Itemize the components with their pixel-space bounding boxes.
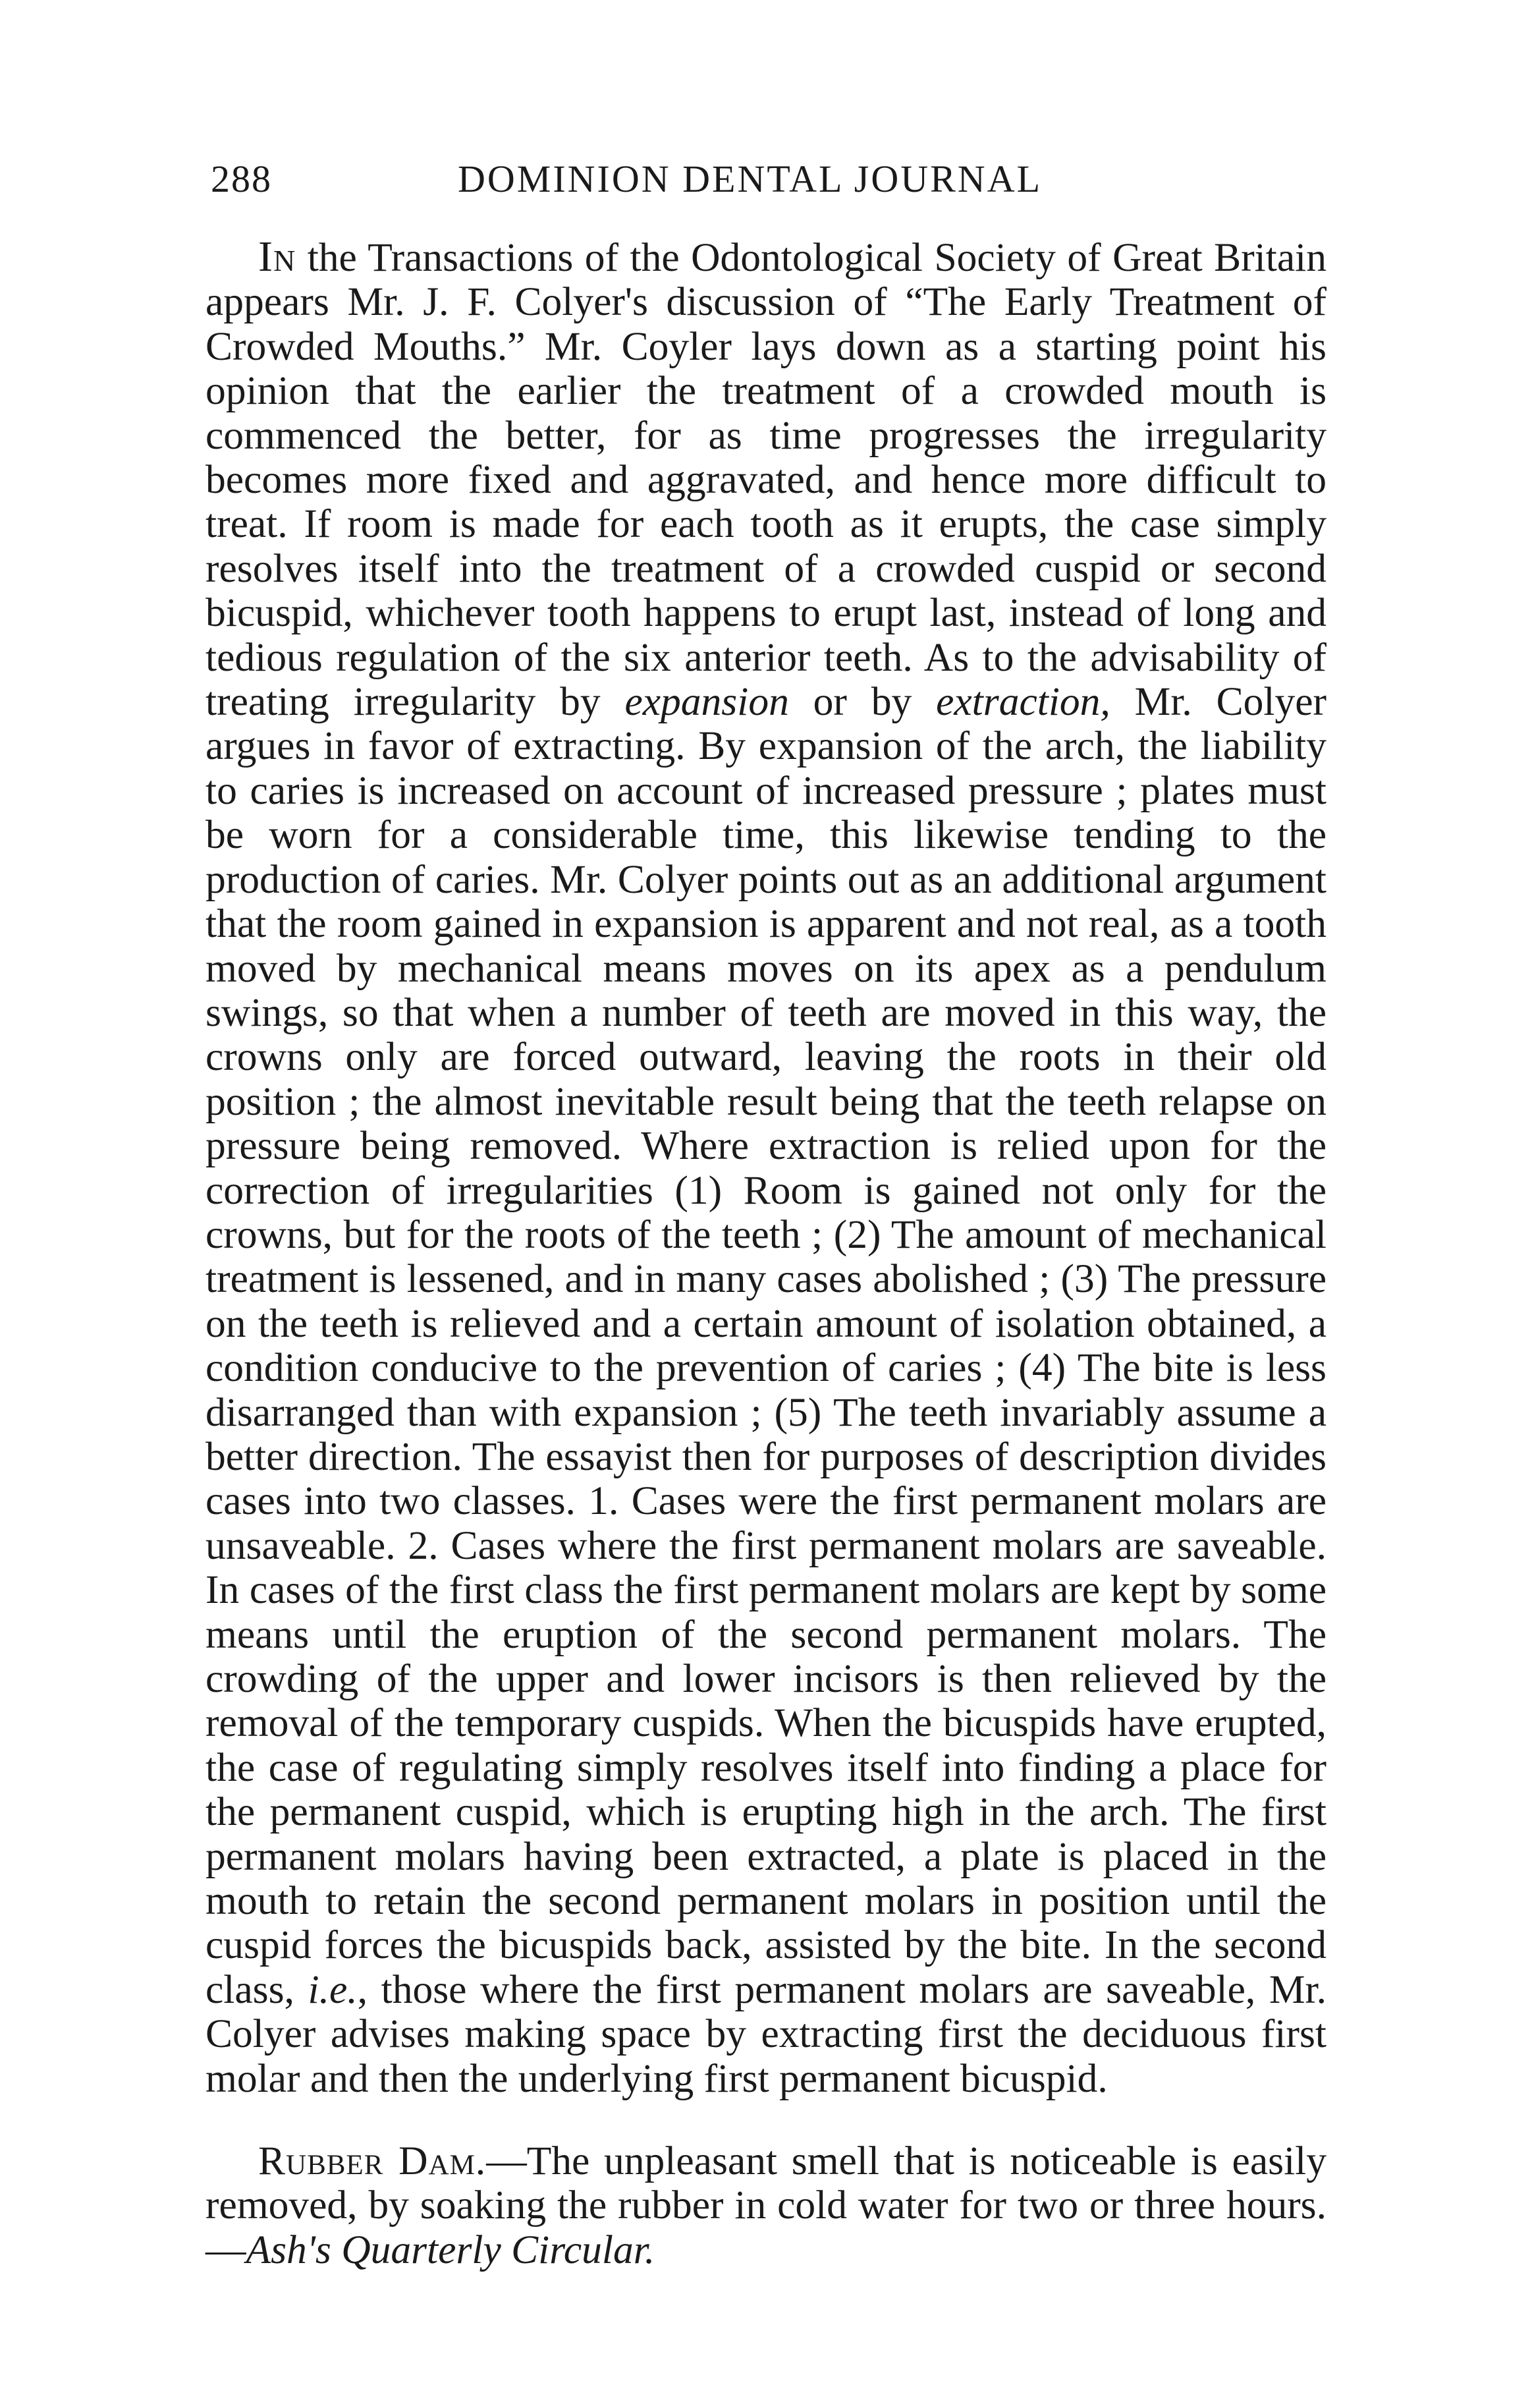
italic-ie: i.e.	[308, 1967, 358, 2012]
article-rubber-dam-paragraph	[205, 2139, 1327, 2272]
rubber-dam-text: —The unpleasant smell that is noticeable is easily removed, by soaking the rubber in cold water for two or three hours.—	[205, 2139, 1327, 2272]
paragraph-text-part-1: the Transactions of the Odontological Society of Great Britain appears Mr. J. F. Colyer's discussion of “The Early Treatment of Crowded Mouths.” Mr. Coyler lays down as a starting point his opinion that the earlier the treatment of a crowded mouth is commenced the better, for as time progresses the irregularity becomes more fixed and aggravated, and hence more difficult to treat. If room is made for each tooth as it erupts, the case simply resolves itself into the treatment of a crowded cuspid or second bicuspid, whichever tooth happens to erupt last, instead of long and tedious regulation of the six anterior teeth. As to the advisability of treating irregularity by	[205, 235, 1327, 725]
source-citation: Ash's Quarterly Circular.	[246, 2227, 655, 2272]
paragraph-text-part-3: Mr. Colyer argues in favor of extracting. By expansion of the arch, the liability to caries is increased on account of increased pressure ; plates must be worn for a considerable time, this likewise tending to the production of caries. Mr. Colyer points out as an additional argument that the room gained in expansion is apparent and not real, as a tooth moved by mechanical means moves on its apex as a pendulum swings, so that when a number of teeth are moved in this way, the crowns only are forced outward, leaving the roots in their old position ; the almost inevitable result being that the teeth relapse on pressure being removed. Where extraction is relied upon for the correction of irregularities (1) Room is gained not only for the crowns, but for the roots of the teeth ; (2) The amount of mechanical treatment is lessened, and in many cases abolished ; (3) The pressure on the teeth is relieved and a certain amount of isolation obtained, a condition conducive to the prevention of caries ; (4) The bite is less disarranged than with expansion ; (5) The teeth invariably assume a better direction. The essayist then for purposes of description divides cases into two classes. 1. Cases were the first permanent molars are unsaveable. 2. Cases where the first permanent molars are saveable. In cases of the first class the first permanent molars are kept by some means until the eruption of the second permanent molars. The crowding of the upper and lower incisors is then relieved by the removal of the temporary cuspids. When the bicuspids have erupted, the case of regulating simply resolves itself into finding a place for the permanent cuspid, which is erupting high in the arch. The first permanent molars having been extracted, a plate is placed in the mouth to retain the second permanent molars in position until the cuspid forces the bicuspids back, assisted by the bite. In the second class,	[205, 679, 1327, 2012]
italic-extraction: extraction,	[936, 679, 1110, 725]
paragraph-lead-word: In	[258, 233, 296, 281]
rubber-dam-heading: Rubber Dam.	[258, 2139, 487, 2184]
paragraph-text-part-2: or by	[788, 679, 937, 725]
article-colyer-paragraph	[205, 235, 1327, 2101]
italic-expansion: expansion	[624, 679, 789, 725]
article-body	[205, 235, 1327, 2272]
page-number: 288	[211, 157, 272, 200]
running-header	[211, 157, 1126, 210]
journal-title: DOMINION DENTAL JOURNAL	[458, 157, 1043, 200]
paragraph-text-part-4: , those where the first permanent molars are saveable, Mr. Colyer advises making space by extracting first the deciduous first molar and then the underlying first permanent bicuspid.	[205, 1967, 1327, 2101]
